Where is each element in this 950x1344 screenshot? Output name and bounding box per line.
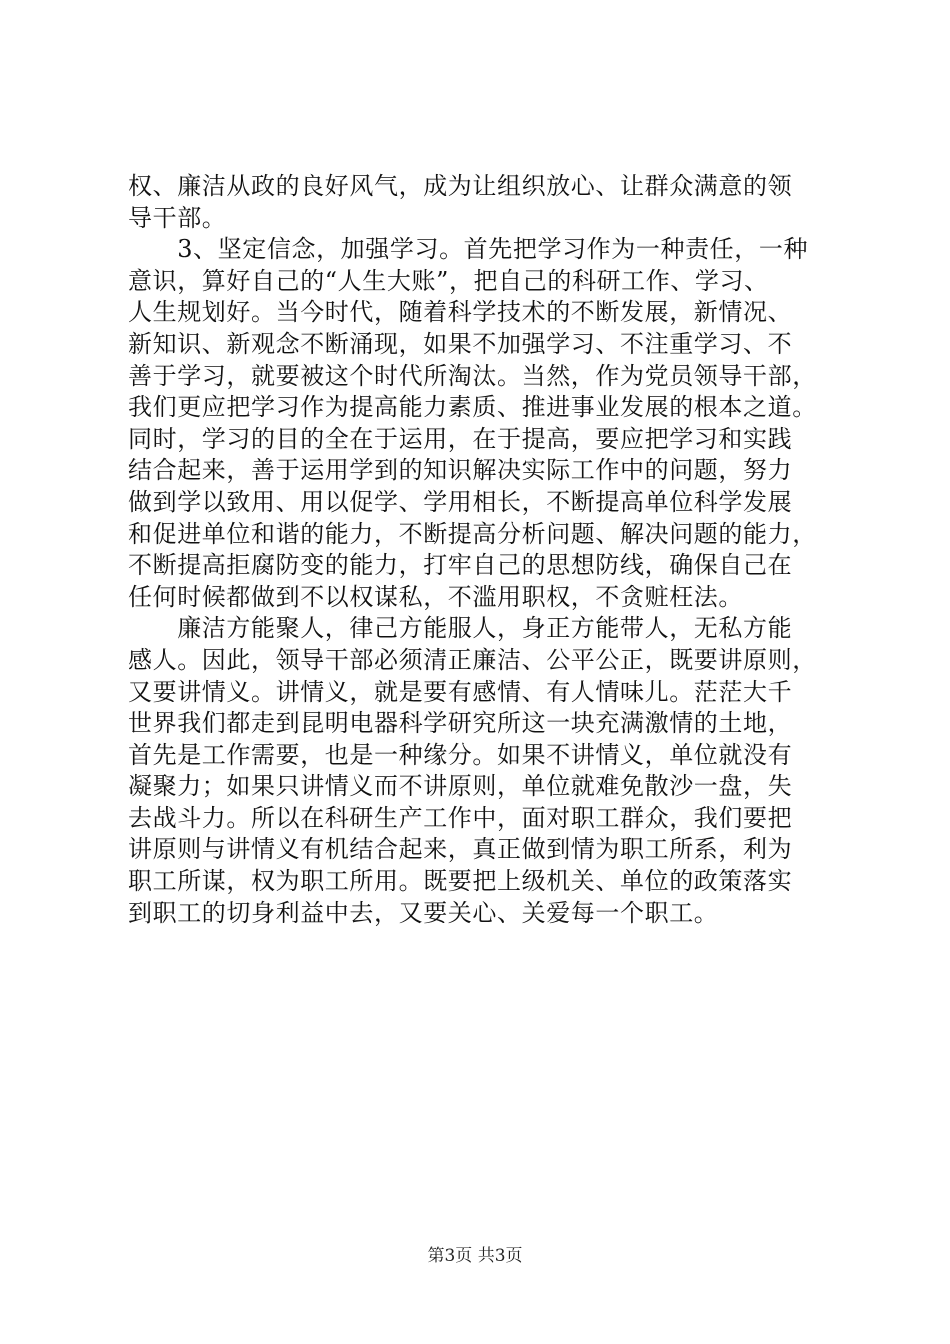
text-line: 职工所谋，权为职工所用。既要把上级机关、单位的政策落实 — [128, 867, 793, 896]
text-line: 去战斗力。所以在科研生产工作中，面对职工群众，我们要把 — [128, 803, 793, 832]
text-line: 不断提高拒腐防变的能力，打牢自己的思想防线，确保自己在 — [128, 551, 793, 580]
text-line: 结合起来，善于运用学到的知识解决实际工作中的问题，努力 — [128, 456, 793, 485]
text-line: 善于学习，就要被这个时代所淘汰。当然，作为党员领导干部， — [128, 361, 817, 390]
text-line: 世界我们都走到昆明电器科学研究所这一块充满激情的土地， — [128, 709, 793, 738]
text-line: 到职工的切身利益中去，又要关心、关爱每一个职工。 — [128, 898, 719, 927]
text-line: 首先是工作需要，也是一种缘分。如果不讲情义，单位就没有 — [128, 740, 793, 769]
text-line: 任何时候都做到不以权谋私，不滥用职权，不贪赃枉法。 — [128, 582, 743, 611]
text-line: 和促进单位和谐的能力，不断提高分析问题、解决问题的能力， — [128, 519, 817, 548]
text-line: 廉洁方能聚人，律己方能服人，身正方能带人，无私方能 — [128, 614, 793, 643]
text-line: 我们更应把学习作为提高能力素质、推进事业发展的根本之道。 — [128, 393, 817, 422]
text-line: 讲原则与讲情义有机结合起来，真正做到情为职工所系，利为 — [128, 835, 793, 864]
text-line: 又要讲情义。讲情义，就是要有感情、有人情味儿。茫茫大千 — [128, 677, 793, 706]
text-line: 权、廉洁从政的良好风气，成为让组织放心、让群众满意的领 — [128, 172, 793, 200]
text-line: 凝聚力；如果只讲情义而不讲原则，单位就难免散沙一盘，失 — [128, 772, 793, 801]
text-line: 新知识、新观念不断涌现，如果不加强学习、不注重学习、不 — [128, 329, 793, 358]
text-line: 意识，算好自己的“人生大账”，把自己的科研工作、学习、 — [128, 266, 769, 295]
text-line: 3、坚定信念，加强学习。首先把学习作为一种责任，一种 — [128, 235, 809, 264]
page-number-footer: 第3页 共3页 — [427, 1246, 523, 1266]
document-body — [128, 171, 832, 929]
text-line: 感人。因此，领导干部必须清正廉洁、公平公正，既要讲原则， — [128, 645, 817, 674]
text-line: 同时，学习的目的全在于运用，在于提高，要应把学习和实践 — [128, 424, 793, 453]
text-line: 导干部。 — [128, 203, 227, 232]
text-line: 做到学以致用、用以促学、学用相长，不断提高单位科学发展 — [128, 487, 793, 516]
text-line: 人生规划好。当今时代，随着科学技术的不断发展，新情况、 — [128, 298, 793, 327]
